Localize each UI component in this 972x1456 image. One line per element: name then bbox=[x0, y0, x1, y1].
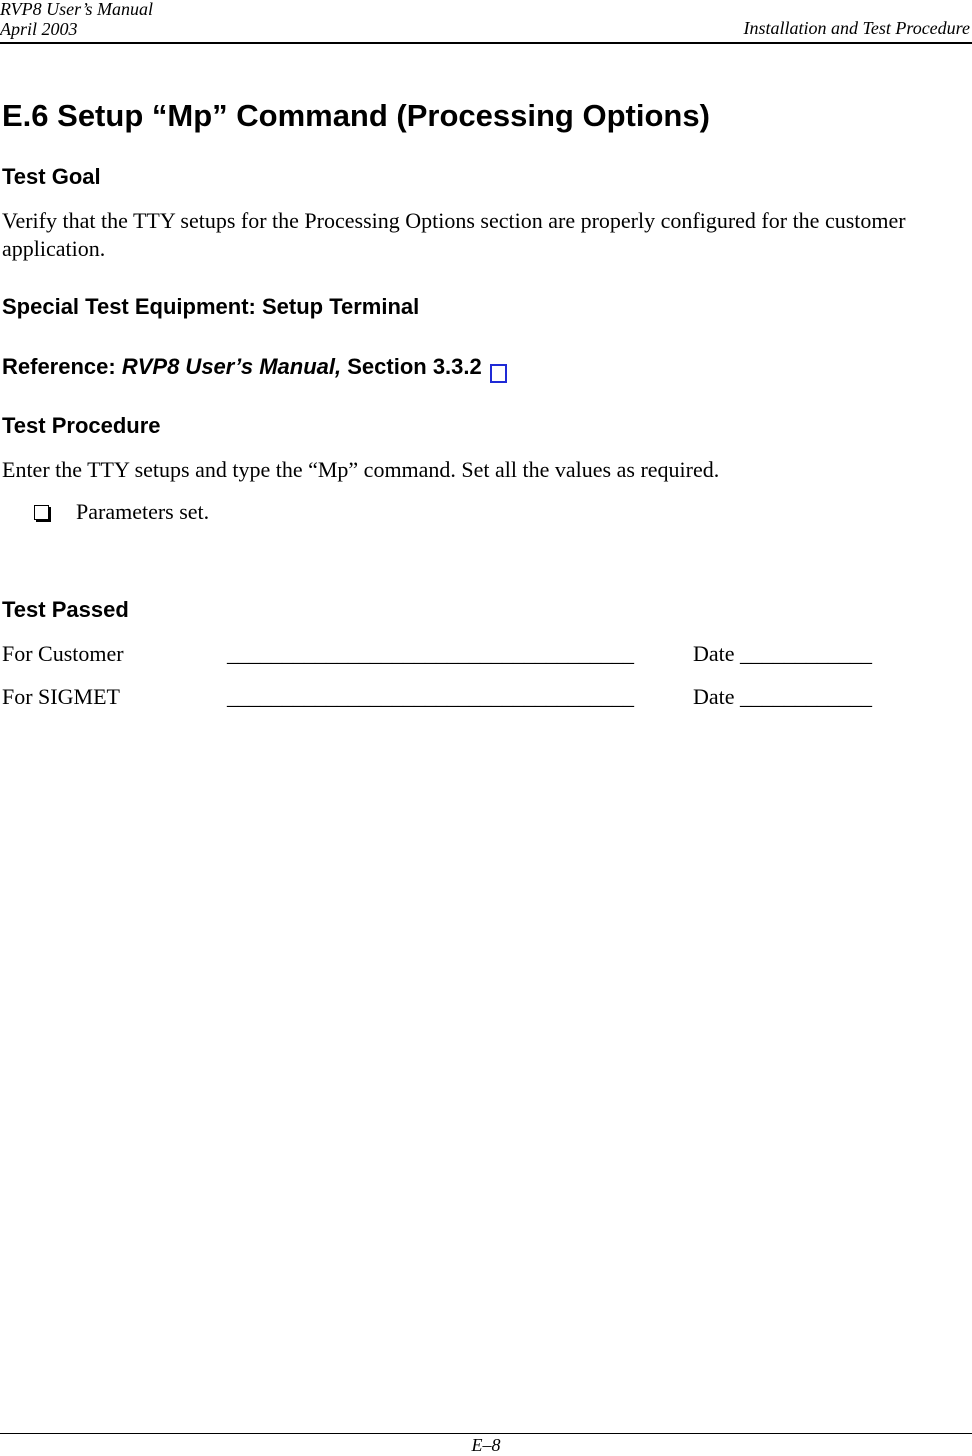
reference-manual: RVP8 User’s Manual, bbox=[121, 354, 342, 379]
signoff-label: For Customer bbox=[2, 641, 124, 666]
checkbox-icon[interactable] bbox=[34, 505, 49, 520]
manual-date: April 2003 bbox=[0, 19, 78, 39]
reference-label: Reference: bbox=[2, 354, 116, 379]
chapter-title: Installation and Test Procedure bbox=[743, 18, 970, 38]
signoff-date: Date ____________ bbox=[693, 684, 873, 709]
signoff-date: Date ____________ bbox=[693, 641, 873, 666]
test-goal-text: Verify that the TTY setups for the Processing Options section are properly configured for the customer application. bbox=[2, 208, 906, 261]
reference-line bbox=[2, 353, 482, 381]
signoff-row-customer bbox=[2, 640, 962, 668]
signoff-row-sigmet bbox=[2, 683, 962, 711]
checklist-item bbox=[34, 498, 209, 526]
reference-section: Section 3.3.2 bbox=[347, 354, 482, 379]
signature-line: _____________________________________ bbox=[227, 684, 634, 709]
signoff-label: For SIGMET bbox=[2, 684, 120, 709]
equipment-heading: Special Test Equipment: Setup Terminal bbox=[2, 294, 420, 319]
link-marker[interactable] bbox=[490, 364, 507, 383]
footer-rule bbox=[0, 1433, 972, 1434]
section-title: E.6 Setup “Mp” Command (Processing Options) bbox=[2, 98, 710, 133]
test-procedure-heading: Test Procedure bbox=[2, 413, 161, 438]
checklist-item-label: Parameters set. bbox=[76, 499, 210, 524]
manual-title: RVP8 User’s Manual bbox=[0, 0, 153, 19]
test-goal-heading: Test Goal bbox=[2, 164, 101, 189]
page-number: E–8 bbox=[471, 1435, 501, 1455]
test-passed-heading: Test Passed bbox=[2, 597, 129, 622]
test-procedure-text: Enter the TTY setups and type the “Mp” command. Set all the values as required. bbox=[2, 457, 720, 482]
header-rule bbox=[0, 42, 972, 44]
running-header-left bbox=[0, 0, 153, 40]
signature-line: _____________________________________ bbox=[227, 641, 634, 666]
